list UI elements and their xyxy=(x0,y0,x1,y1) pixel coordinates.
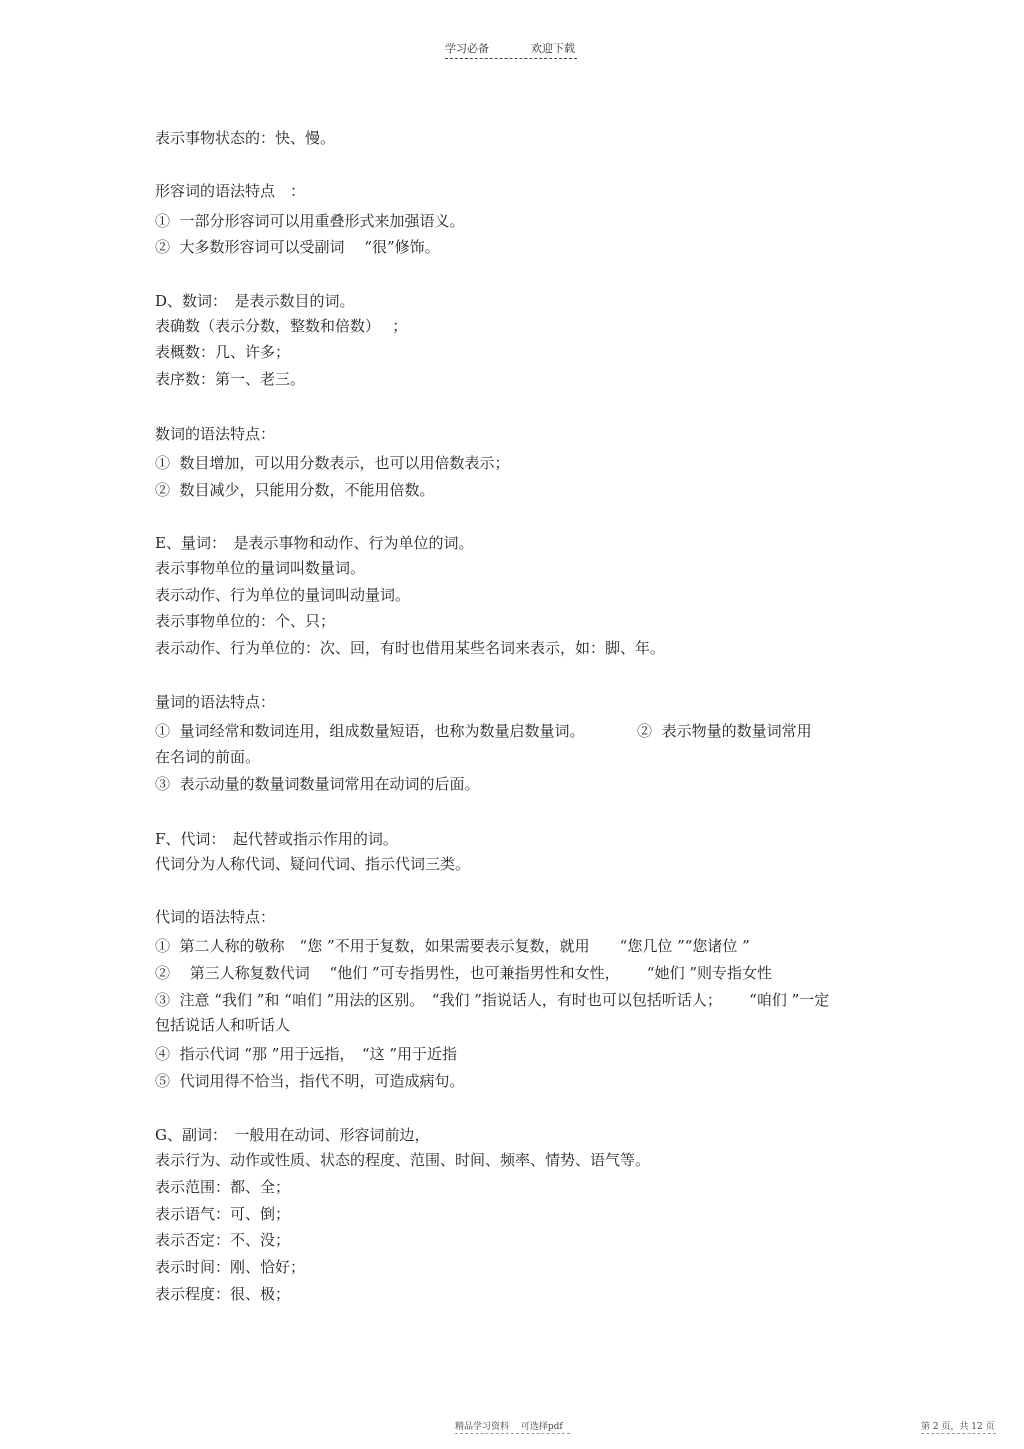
list-item: ② 数目减少，只能用分数，不能用倍数。 xyxy=(155,481,435,499)
text-line: 在名词的前面。 xyxy=(155,748,261,766)
list-item: ① 数目增加，可以用分数表示，也可以用倍数表示； xyxy=(155,454,510,472)
text-line: 表序数：第一、老三。 xyxy=(155,370,306,388)
text-line: 表示事物单位的量词叫数量词。 xyxy=(155,559,366,577)
text-line: 表示动作、行为单位的：次、回，有时也借用某些名词来表示，如：脚、年。 xyxy=(155,639,666,657)
list-item: ① 第二人称的敬称 “您 ”不用于复数，如果需要表示复数，就用 “您几位 ”“您诸位 ” xyxy=(155,937,750,955)
text-line: 表示动作、行为单位的量词叫动量词。 xyxy=(155,586,411,604)
list-item: ③ 表示动量的数量词数量词常用在动词的后面。 xyxy=(155,775,480,793)
section-heading: 代词的语法特点： xyxy=(155,908,276,926)
header-right-text: 欢迎下载 xyxy=(531,42,575,55)
text-line: 表示时间：刚、恰好； xyxy=(155,1258,306,1276)
footer-rule xyxy=(455,1433,570,1434)
text-line: 代词分为人称代词、疑问代词、指示代词三类。 xyxy=(155,855,471,873)
footer-rule-right xyxy=(921,1433,996,1434)
list-item: ② 大多数形容词可以受副词 “很”修饰。 xyxy=(155,238,440,256)
list-item: ② 第三人称复数代词 “他们 ”可专指男性，也可兼指男性和女性， “她们 ”则专指女性 xyxy=(155,964,773,982)
text-line: 表示行为、动作或性质、状态的程度、范围、时间、频率、情势、语气等。 xyxy=(155,1151,651,1169)
text-line: 表示范围：都、全； xyxy=(155,1178,291,1196)
list-item: ① 量词经常和数词连用，组成数量短语，也称为数量启数量词。 ② 表示物量的数量词常用 xyxy=(155,722,812,740)
list-item: ① 一部分形容词可以用重叠形式来加强语义。 xyxy=(155,212,465,230)
section-heading: G、副词： 一般用在动词、形容词前边， xyxy=(155,1126,430,1144)
section-heading: 形容词的语法特点 ： xyxy=(155,182,306,200)
list-item: ③ 注意 “我们 ”和 “咱们 ”用法的区别。 “我们 ”指说话人，有时也可以包括听话人； “咱们 ”一定 xyxy=(155,991,830,1009)
text-line: 表示事物状态的：快、慢。 xyxy=(155,129,336,147)
section-heading: 数词的语法特点： xyxy=(155,425,276,443)
text-line: 表确数（表示分数，整数和倍数） ； xyxy=(155,317,408,335)
text-line: 表概数：几、许多； xyxy=(155,343,291,361)
section-heading: 量词的语法特点： xyxy=(155,693,276,711)
text-line: 表示语气：可、倒； xyxy=(155,1205,291,1223)
header-rule xyxy=(445,58,577,59)
text-line: 表示程度：很、极； xyxy=(155,1285,291,1303)
section-heading: F、代词： 起代替或指示作用的词。 xyxy=(155,830,398,848)
section-heading: D、数词： 是表示数目的词。 xyxy=(155,292,355,310)
header-left-text: 学习必备 xyxy=(445,42,489,55)
text-line: 表示事物单位的：个、只； xyxy=(155,612,336,630)
list-item: ④ 指示代词 “那 ”用于远指， “这 ”用于近指 xyxy=(155,1045,458,1063)
footer-source-text: 精品学习资料 可选择pdf xyxy=(455,1422,563,1432)
text-line: 包括说话人和听话人 xyxy=(155,1016,291,1034)
page-number: 第 2 页，共 12 页 xyxy=(921,1422,995,1432)
list-item: ⑤ 代词用得不恰当，指代不明，可造成病句。 xyxy=(155,1072,465,1090)
section-heading: E、量词： 是表示事物和动作、行为单位的词。 xyxy=(155,534,474,552)
text-line: 表示否定：不、没； xyxy=(155,1231,291,1249)
